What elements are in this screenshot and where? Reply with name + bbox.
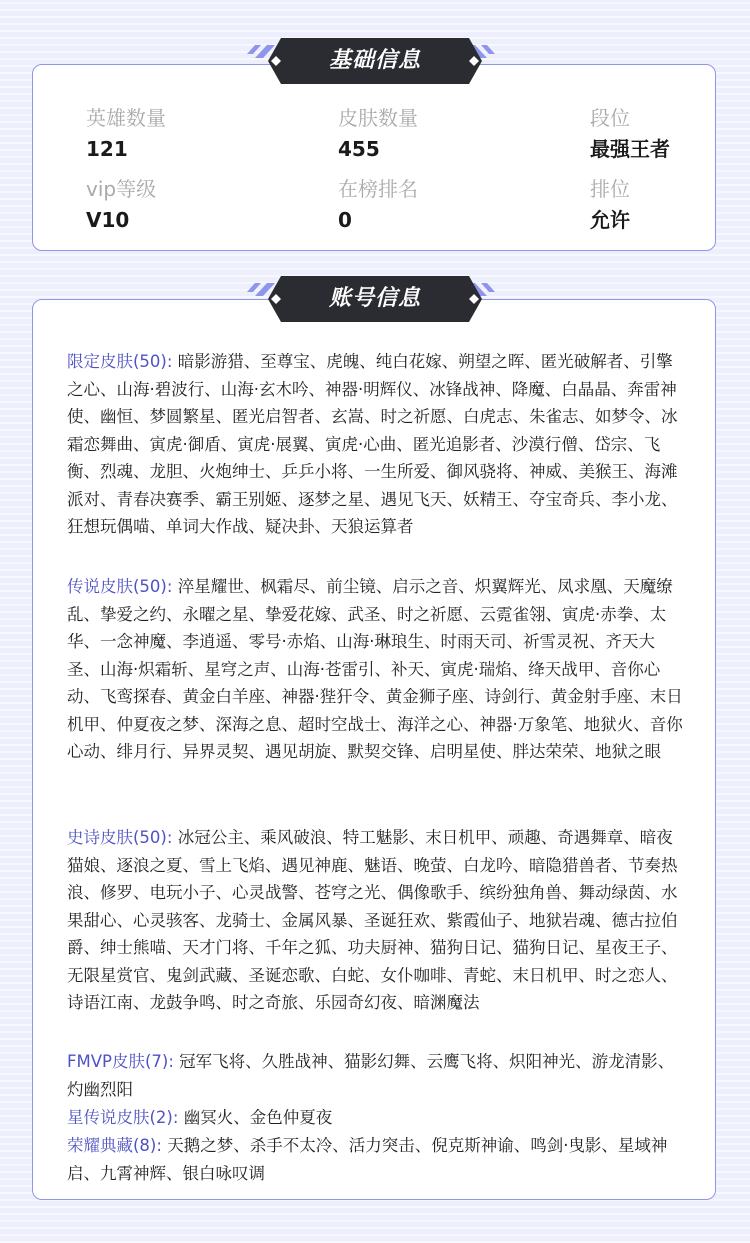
fmvp-skins-category: FMVP皮肤(7): [67,1052,174,1071]
glory-collection-block [67,1132,687,1187]
vip-level-cell [86,176,156,233]
leaderboard-rank-cell [338,176,418,233]
rank-tier-value: 最强王者 [590,137,670,161]
basic-info-banner [247,36,503,86]
account-info-banner [247,274,503,324]
leaderboard-rank-label: 在榜排名 [338,177,418,201]
fmvp-skins-list: 冠军飞将、久胜战神、猫影幻舞、云鹰飞将、炽阳神光、游龙清影、灼幽烈阳 [67,1052,675,1099]
ranked-play-cell [590,176,630,233]
rank-tier-label: 段位 [590,106,630,130]
epic-skins-list: 冰冠公主、乘风破浪、特工魅影、末日机甲、顽趣、奇遇舞章、暗夜猫娘、逐浪之夏、雪上飞焰、遇见神鹿、魅语、晚萤、白龙吟、暗隐猎兽者、节奏热浪、修罗、电玩小子、心灵战警、苍穹之光、偶像歌手、缤纷独角兽、舞动绿茵、水果甜心、心灵骇客、龙骑士、金属风暴、圣诞狂欢、紫霞仙子、地狱岩魂、德古拉伯爵、绅士熊喵、天才门将、千年之狐、功夫厨神、猫狗日记、猫狗日记、星夜王子、无限星赏官、鬼剑武藏、圣诞恋歌、白蛇、女仆咖啡、青蛇、末日机甲、时之恋人、诗语江南、龙鼓争鸣、时之奇旅、乐园奇幻夜、暗渊魔法 [67,828,678,1012]
fmvp-skins-block [67,1048,687,1103]
limited-skins-category: 限定皮肤(50): [67,352,173,371]
star-legend-skins-block [67,1104,687,1132]
legendary-skins-category: 传说皮肤(50): [67,577,173,596]
basic-info-title: 基础信息 [328,48,421,73]
account-info-title: 账号信息 [328,286,421,311]
vip-level-label: vip等级 [86,177,157,201]
skin-count-label: 皮肤数量 [338,106,418,130]
legendary-skins-block [67,573,687,766]
rank-tier-cell [590,105,670,162]
hero-count-label: 英雄数量 [86,106,166,130]
limited-skins-block [67,348,687,541]
hero-count-cell [86,105,166,162]
leaderboard-rank-value: 0 [338,208,352,232]
skin-count-value: 455 [338,137,380,161]
ranked-play-value: 允许 [590,208,630,232]
vip-level-value: V10 [86,208,130,232]
glory-collection-category: 荣耀典藏(8): [67,1136,162,1155]
ranked-play-label: 排位 [590,177,630,201]
star-legend-skins-list: 幽冥火、金色仲夏夜 [183,1108,333,1127]
epic-skins-category: 史诗皮肤(50): [67,828,173,847]
legendary-skins-list: 淬星耀世、枫霜尽、前尘镜、启示之音、炽翼辉光、凤求凰、天魔缭乱、挚爱之约、永曜之星、挚爱花嫁、武圣、时之祈愿、云霓雀翎、寅虎·赤拳、太华、一念神魔、李逍遥、零号·赤焰、山海·琳琅生、时雨天司、祈雪灵祝、齐天大圣、山海·炽霜斩、星穹之声、山海·苍雷引、补天、寅虎·瑞焰、绛天战甲、音你心动、飞鸾探春、黄金白羊座、神器·狴犴令、黄金狮子座、诗剑行、黄金射手座、末日机甲、仲夏夜之梦、深海之息、超时空战士、海洋之心、神器·万象笔、地狱火、音你心动、绯月行、异界灵契、遇见胡旋、默契交锋、启明星使、胖达荣荣、地狱之眼 [67,577,683,761]
skin-count-cell [338,105,418,162]
hero-count-value: 121 [86,137,128,161]
star-legend-skins-category: 星传说皮肤(2): [67,1108,179,1127]
glory-collection-list: 天鹅之梦、杀手不太冷、活力突击、倪克斯神谕、鸣剑·曳影、星域神启、九霄神辉、银白咏叹调 [67,1136,668,1183]
limited-skins-list: 暗影游猎、至尊宝、虎魄、纯白花嫁、朔望之晖、匿光破解者、引擎之心、山海·碧波行、山海·玄木吟、神器·明辉仪、冰锋战神、降魔、白晶晶、奔雷神使、幽恒、梦圆繁星、匿光启智者、玄嵩、时之祈愿、白虎志、朱雀志、如梦令、冰霜恋舞曲、寅虎·御盾、寅虎·展翼、寅虎·心曲、匿光追影者、沙漠行僧、岱宗、飞衡、烈魂、龙胆、火炮绅士、乒乒小将、一生所爱、御风骁将、神威、美猴王、海滩派对、青春决赛季、霸王别姬、逐梦之星、遇见飞天、妖精王、夺宝奇兵、李小龙、狂想玩偶喵、单词大作战、疑决卦、天狼运算者 [67,352,678,536]
epic-skins-block [67,824,687,1017]
